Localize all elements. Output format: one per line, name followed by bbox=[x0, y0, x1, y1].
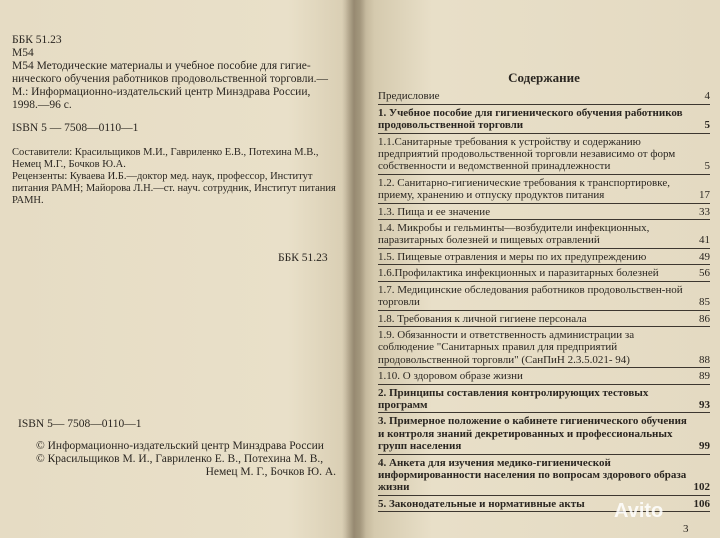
toc-entry-title: 1.5. Пищевые отравления и меры по их предупреждению bbox=[378, 250, 647, 263]
copyright-block bbox=[36, 440, 336, 479]
toc-entry bbox=[378, 222, 710, 247]
toc-divider bbox=[378, 248, 710, 249]
toc-entry bbox=[378, 370, 710, 382]
copyright-line-2: © Красильщиков М. И., Гавриленко Е. В., Потехина М. В., bbox=[36, 453, 324, 465]
copyright-line-1: © Информационно-издательский центр Минздрава России bbox=[36, 440, 324, 452]
toc-entry-page: 99 bbox=[699, 440, 710, 453]
toc-entry-page: 41 bbox=[699, 234, 710, 247]
toc-entry bbox=[378, 457, 710, 494]
page-number: 3 bbox=[683, 523, 689, 535]
toc-entry-page: 56 bbox=[699, 267, 710, 280]
toc-entry-title: 4. Анкета для изучения медико-гигиенической информированности населения по вопросам здорового образа жизни bbox=[378, 456, 687, 494]
toc-title: Содержание bbox=[508, 70, 580, 85]
toc-entry-title: 1. Учебное пособие для гигиенического обучения работников продовольственной торговли bbox=[378, 106, 683, 132]
toc-entry-title: 1.2. Санитарно-гигиенические требования к транспортировке, приему, хранению и отпуску продуктов питания bbox=[378, 176, 670, 202]
toc-entry-page: 85 bbox=[699, 296, 710, 309]
toc-entry bbox=[378, 267, 710, 279]
toc-divider bbox=[378, 412, 710, 413]
toc-entry-title: 1.6.Профилактика инфекционных и паразитарных болезней bbox=[378, 267, 659, 280]
toc-entry-page: 93 bbox=[699, 398, 710, 411]
toc-entry-title: 5. Законодательные и нормативные акты bbox=[378, 497, 585, 510]
toc-entry-page: 5 bbox=[704, 160, 710, 173]
toc-entry-title: 1.9. Обязанности и ответственность администрации за соблюдение "Санитарных правил для предприятий продовольственной торговли" (СанПиН 2.3.5.021- 94) bbox=[378, 328, 635, 366]
toc-entry-title: 1.7. Медицинские обследования работников продовольствен-ной торговли bbox=[378, 283, 683, 309]
book-code: М54 bbox=[12, 47, 34, 59]
toc-entry bbox=[378, 136, 710, 173]
left-page bbox=[12, 34, 337, 207]
toc-entry-title: 2. Принципы составления контролирующих тестовых программ bbox=[378, 386, 649, 411]
copyright-line-3: Немец М. Г., Бочков Ю. А. bbox=[205, 466, 336, 478]
toc-entry bbox=[378, 90, 710, 102]
toc-entry-title: 1.1.Санитарные требования к устройству и содержанию предприятий продовольственной торговли независимо от форм собственности и ведомственной принадлежности bbox=[378, 135, 676, 173]
toc-entry bbox=[378, 284, 710, 309]
toc-entry-page: 33 bbox=[699, 205, 710, 218]
toc-entry-title: 1.10. О здоровом образе жизни bbox=[378, 370, 523, 383]
toc-entry bbox=[378, 415, 710, 452]
toc-entry-title: Предисловие bbox=[378, 90, 440, 103]
toc-divider bbox=[378, 203, 710, 204]
toc-entry-title: 3. Примерное положение о кабинете гигиенического обучения и контроля знаний декретированных и профессиональных групп населения bbox=[378, 415, 687, 453]
book-gutter bbox=[342, 0, 366, 538]
toc-entry-page: 89 bbox=[699, 370, 710, 383]
toc-list bbox=[378, 90, 710, 512]
reviewers: Рецензенты: Куваева И.Б.—доктор мед. наук, профессор, Институт питания РАМН; Майорова Л.Н.—ст. науч. сотрудник, Институт питания РАМН. bbox=[12, 171, 336, 206]
toc-divider bbox=[378, 310, 710, 311]
isbn-top: ISBN 5 — 7508—0110—1 bbox=[12, 122, 139, 134]
toc-entry-page: 17 bbox=[699, 189, 710, 202]
authors: Составители: Красильщиков М.И., Гавриленко Е.В., Потехина М.В., Немец М.Г., Бочков Ю.А. bbox=[12, 147, 319, 170]
toc-divider bbox=[378, 174, 710, 175]
toc-divider bbox=[378, 104, 710, 105]
annotation: М54 Методические материалы и учебное пособие для гигие- нического обучения работников продовольственной торговли.— М.: Информационно-издательский центр Минздрава России, 1998.—96 с. bbox=[12, 60, 329, 111]
toc-divider bbox=[378, 264, 710, 265]
right-page bbox=[378, 62, 710, 514]
toc-entry bbox=[378, 387, 710, 412]
toc-entry-page: 102 bbox=[693, 481, 710, 494]
isbn-bottom: ISBN 5— 7508—0110—1 bbox=[18, 418, 142, 430]
toc-entry-page: 86 bbox=[699, 312, 710, 325]
toc-entry bbox=[378, 177, 710, 202]
bbk-bottom: ББК 51.23 bbox=[278, 252, 328, 264]
toc-entry-title: 1.4. Микробы и гельминты—возбудители инфекционных, паразитарных болезней и пищевых отравлений bbox=[378, 222, 650, 247]
toc-divider bbox=[378, 281, 710, 282]
toc-divider bbox=[378, 384, 710, 385]
toc-entry bbox=[378, 107, 710, 132]
toc-divider bbox=[378, 326, 710, 327]
toc-entry-title: 1.3. Пища и ее значение bbox=[378, 205, 491, 218]
toc-divider bbox=[378, 219, 710, 220]
toc-entry bbox=[378, 329, 710, 366]
toc-entry-page: 88 bbox=[699, 353, 710, 366]
toc-entry bbox=[378, 206, 710, 218]
toc-divider bbox=[378, 454, 710, 455]
toc-entry bbox=[378, 251, 710, 263]
bbk-code: ББК 51.23 bbox=[12, 34, 62, 46]
watermark-logo: Avito bbox=[614, 500, 664, 522]
toc-entry-title: 1.8. Требования к личной гигиене персонала bbox=[378, 312, 587, 325]
toc-entry bbox=[378, 313, 710, 325]
toc-entry-page: 4 bbox=[704, 90, 710, 103]
toc-divider bbox=[378, 367, 710, 368]
toc-divider bbox=[378, 495, 710, 496]
toc-entry-page: 106 bbox=[693, 497, 710, 510]
toc-entry-page: 5 bbox=[704, 119, 710, 132]
toc-entry-page: 49 bbox=[699, 250, 710, 263]
toc-divider bbox=[378, 133, 710, 134]
